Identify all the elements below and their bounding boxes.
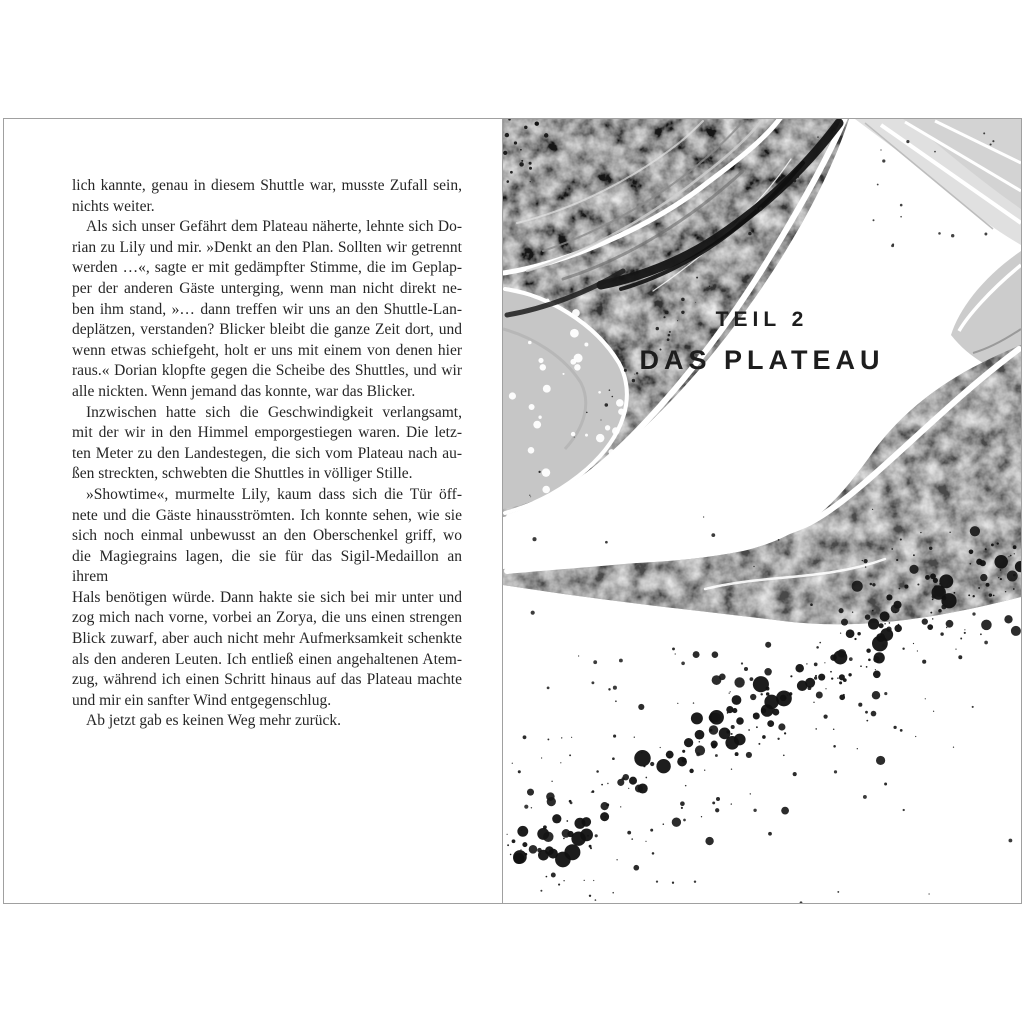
body-text-line: Inzwischen hatte sich die Geschwindigkeit verlangsamt,: [86, 403, 462, 421]
body-text-line: ten Meter zu den Landestegen, die sich vom Plateau nach au-: [72, 444, 462, 462]
body-text-line: und mir ein sanfter Wind entgegenschlug.: [72, 691, 332, 709]
part-label: TEIL 2: [715, 308, 809, 331]
body-text-line: per der anderen Gäste unterging, wenn man nicht direkt ne-: [72, 279, 462, 297]
part-artwork: [503, 119, 1021, 903]
body-text-block: [72, 176, 462, 732]
body-text-line: Als sich unser Gefährt dem Plateau näherte, lehnte sich Do-: [86, 218, 462, 236]
body-text-line: sich noch einmal unbewusst an den Oberschenkel griff, wo: [72, 527, 462, 545]
body-text-line: Blick zuwarf, aber auch nicht mehr Aufmerksamkeit schenkte: [72, 630, 462, 648]
body-text-line: mit der wir in den Himmel emporgestiegen waren. Die letz-: [72, 424, 462, 442]
body-text-line: Ab jetzt gab es keinen Weg mehr zurück.: [86, 712, 341, 730]
body-text-line: ßen streckten, schwebten die Shuttles in völliger Stille.: [72, 465, 413, 483]
body-text-line: deplätzen, verstanden? Blicker bleibt die ganze Zeit dort, und: [72, 321, 462, 339]
body-text-line: »Showtime«, murmelte Lily, kaum dass sich die Tür öff-: [86, 485, 462, 503]
body-text-line: raus.« Dorian klopfte gegen die Scheibe des Shuttles, und wir: [72, 362, 462, 380]
book-spread: [3, 118, 1022, 904]
body-text-line: die Magiegrains lagen, die sie für das Sigil-Medaillon an ihrem: [72, 547, 462, 586]
body-text-line: werden …«, sagte er mit gedämpfter Stimme, die im Geplap-: [72, 259, 462, 277]
body-text-line: zug, während ich einen Schritt hinaus auf das Plateau machte: [72, 671, 462, 689]
right-page: [503, 119, 1021, 903]
left-page: [4, 119, 503, 903]
body-text-line: als den anderen Leuten. Ich entließ einen angehaltenen Atem-: [72, 650, 462, 668]
body-text-line: alle nickten. Wenn jemand das konnte, war das Blicker.: [72, 382, 416, 400]
body-text-line: Hals benötigen würde. Dann hakte sie sich bei mir unter und: [72, 588, 462, 606]
body-text-line: rian zu Lily und mir. »Denkt an den Plan. Sollten wir getrennt: [72, 238, 462, 256]
body-text-line: nichts weiter.: [72, 197, 155, 215]
body-text-line: nete und die Gäste hinausströmten. Ich konnte sehen, wie sie: [72, 506, 462, 524]
body-text-line: ben ihm stand, »… dann treffen wir uns an den Shuttle-Lan-: [72, 300, 462, 318]
part-title: DAS PLATEAU: [639, 345, 885, 375]
body-text-line: wenn etwas schiefgeht, holt er uns mit einem von denen hier: [72, 341, 462, 359]
body-text-line: lich kannte, genau in diesem Shuttle war, musste Zufall sein,: [72, 177, 462, 194]
part-title-block: [503, 307, 1021, 376]
body-text-line: zog mich nach vorne, vorbei an Zorya, die uns einen strengen: [72, 609, 462, 627]
